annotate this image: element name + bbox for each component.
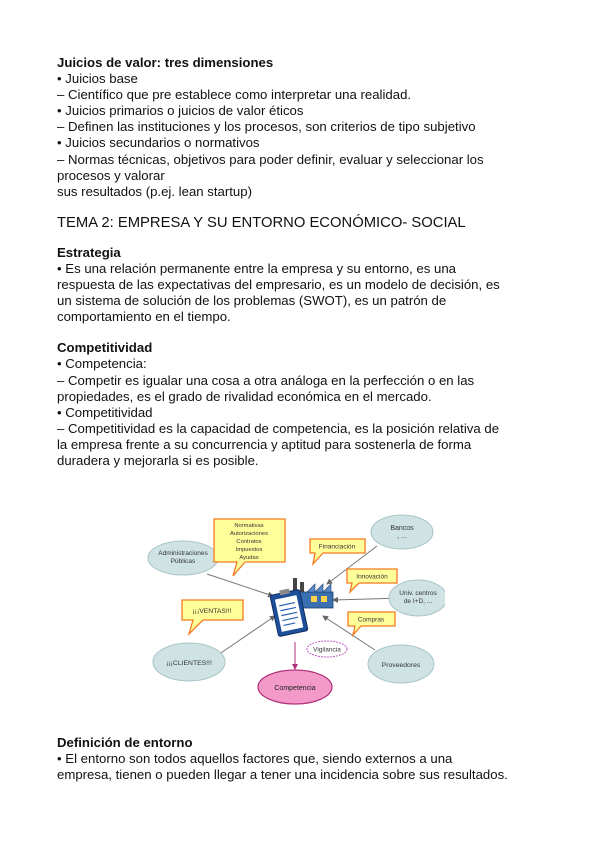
vigilancia-label: Vigilancia <box>313 646 341 654</box>
juicios-line: • Juicios base <box>57 71 138 87</box>
estrategia-line: respuesta de las expectativas del empresario, es un modelo de decisión, es <box>57 277 500 293</box>
juicios-section <box>57 55 547 200</box>
competitividad-line: – Competitividad es la capacidad de competencia, es la posición relativa de <box>57 420 500 436</box>
univ-label: Univ. centros <box>399 590 437 597</box>
administraciones-node <box>148 541 218 575</box>
competencia-label: Competencia <box>274 685 316 692</box>
compras-callout <box>348 612 395 635</box>
estrategia-line: un sistema de solución de los problemas (SWOT), es un patrón de <box>57 293 447 309</box>
juicios-line: • Juicios primarios o juicios de valor éticos <box>57 103 304 119</box>
ventas-label: ¡¡¡VENTAS!!! <box>192 608 232 615</box>
normativas-label: Autorizaciones <box>229 531 269 537</box>
administraciones-label: Administraciones <box>158 550 208 557</box>
estrategia-heading: Estrategia <box>57 244 121 260</box>
estrategia-line: comportamiento en el tiempo. <box>57 309 231 325</box>
bancos-node <box>371 515 433 549</box>
competitividad-line: – Competir es igualar una cosa a otra análoga en la perfección o en las <box>57 372 475 388</box>
ventas-callout <box>182 600 243 634</box>
normativas-label: Contratos <box>236 539 262 545</box>
juicios-line: • Juicios secundarios o normativos <box>57 135 260 151</box>
normativas-callout <box>214 519 285 576</box>
competitividad-section <box>57 340 547 469</box>
estrategia-section <box>57 245 547 325</box>
univ-label: de I+D, ... <box>403 598 433 605</box>
document-body <box>57 55 547 469</box>
juicios-line: sus resultados (p.ej. lean startup) <box>57 183 252 199</box>
competitividad-line: la empresa frente a su concurrencia y aptitud para sostenerla de forma <box>57 436 472 452</box>
bancos-label: , ... <box>397 533 407 540</box>
normativas-label: Ayudas <box>239 555 259 561</box>
compras-label: Compras <box>357 616 385 624</box>
proveedores-label: Proveedores <box>381 662 421 669</box>
entorno-heading: Definición de entorno <box>57 735 193 750</box>
entorno-line: • El entorno son todos aquellos factores que, siendo externos a una <box>57 751 453 767</box>
juicios-line: – Definen las instituciones y los procesos, son criterios de tipo subjetivo <box>57 119 476 135</box>
clientes-node <box>153 643 225 681</box>
entorno-section <box>57 735 547 783</box>
competitividad-line: • Competencia: <box>57 356 147 372</box>
competitividad-line: propiedades, es el grado de rivalidad económica en el mercado. <box>57 388 432 404</box>
vigilancia-cloud <box>307 641 347 657</box>
competitividad-heading: Competitividad <box>57 340 153 356</box>
competitividad-line: duradera y mejorarla si es posible. <box>57 452 259 468</box>
clientes-label: ¡¡¡CLIENTES!!! <box>166 660 212 667</box>
financiacion-label: Financiación <box>318 543 356 551</box>
bancos-label: Bancos <box>390 525 414 532</box>
estrategia-line: • Es una relación permanente entre la empresa y su entorno, es una <box>57 260 457 276</box>
juicios-line: procesos y valorar <box>57 167 165 183</box>
univ-node <box>389 580 445 616</box>
administraciones-label: Públicas <box>170 558 196 565</box>
innovacion-callout <box>347 569 397 592</box>
normativas-label: Normativas <box>234 523 264 529</box>
tema-heading: TEMA 2: EMPRESA Y SU ENTORNO ECONÓMICO- SOCIAL <box>57 214 466 231</box>
competitividad-line: • Competitividad <box>57 404 153 420</box>
juicios-line: – Científico que pre establece como interpretar una realidad. <box>57 87 412 103</box>
financiacion-callout <box>310 539 365 564</box>
juicios-heading: Juicios de valor: tres dimensiones <box>57 55 274 70</box>
entorno-line: empresa, tienen o pueden llegar a tener una incidencia sobre sus resultados. <box>57 767 508 783</box>
innovacion-label: Innovación <box>356 573 388 581</box>
juicios-line: – Normas técnicas, objetivos para poder definir, evaluar y seleccionar los <box>57 151 484 167</box>
entorno-diagram <box>145 512 445 712</box>
proveedores-node <box>368 645 434 683</box>
normativas-label: Impuestos <box>235 547 263 553</box>
